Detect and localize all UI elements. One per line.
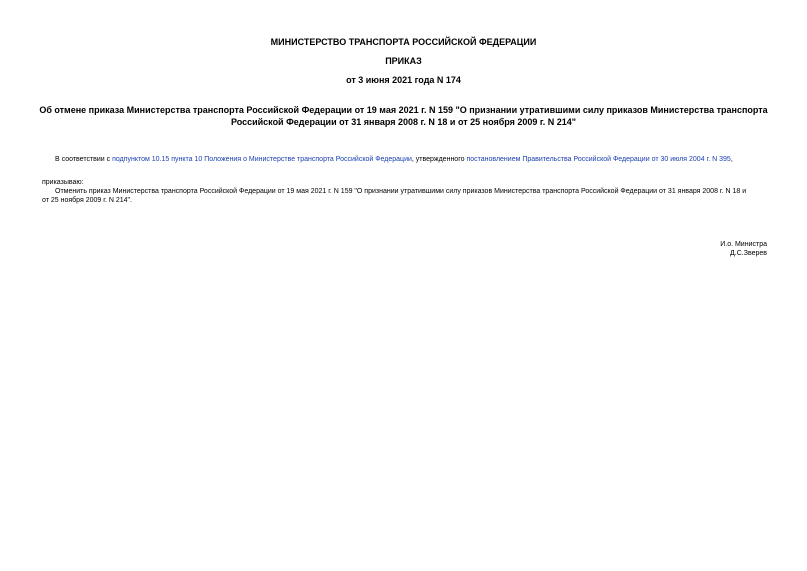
order-keyword: приказываю: [42,179,84,186]
subject-line-2: Российской Федерации от 31 января 2008 г. N 18 и от 25 ноября 2009 г. N 214" [230,117,577,127]
resolution-link[interactable]: постановлением Правительства Российской Федерации от 30 июля 2004 г. N 395 [466,156,731,163]
basis-suffix: , [730,156,733,163]
order-text-line-2: от 25 ноября 2009 г. N 214". [42,197,132,204]
regulation-link[interactable]: подпунктом 10.15 пункта 10 Положения о Министерстве транспорта Российской Федерации [112,156,412,163]
signatory-title: И.о. Министра [720,241,767,248]
order-text-line-1: Отменить приказ Министерства транспорта Российской Федерации от 19 мая 2021 г. N 159 "О признании утратившими силу приказов Министерства транспорта Российской Федерации от 31 января 2008 г. N 18 и [55,188,747,195]
legal-basis-paragraph [55,155,733,164]
basis-prefix: В соответствии с [55,156,113,163]
basis-middle: , утвержденного [411,156,467,163]
document-type-heading: ПРИКАЗ [385,56,422,66]
document-subject [30,104,777,128]
ministry-heading: МИНИСТЕРСТВО ТРАНСПОРТА РОССИЙСКОЙ ФЕДЕРАЦИИ [270,37,537,47]
subject-line-1: Об отмене приказа Министерства транспорта Российской Федерации от 19 мая 2021 г. N 159 "О признании утратившими силу приказов Министерства транспорта [39,105,768,115]
date-number-heading: от 3 июня 2021 года N 174 [346,75,461,85]
signatory-name: Д.С.Зверев [730,250,767,257]
